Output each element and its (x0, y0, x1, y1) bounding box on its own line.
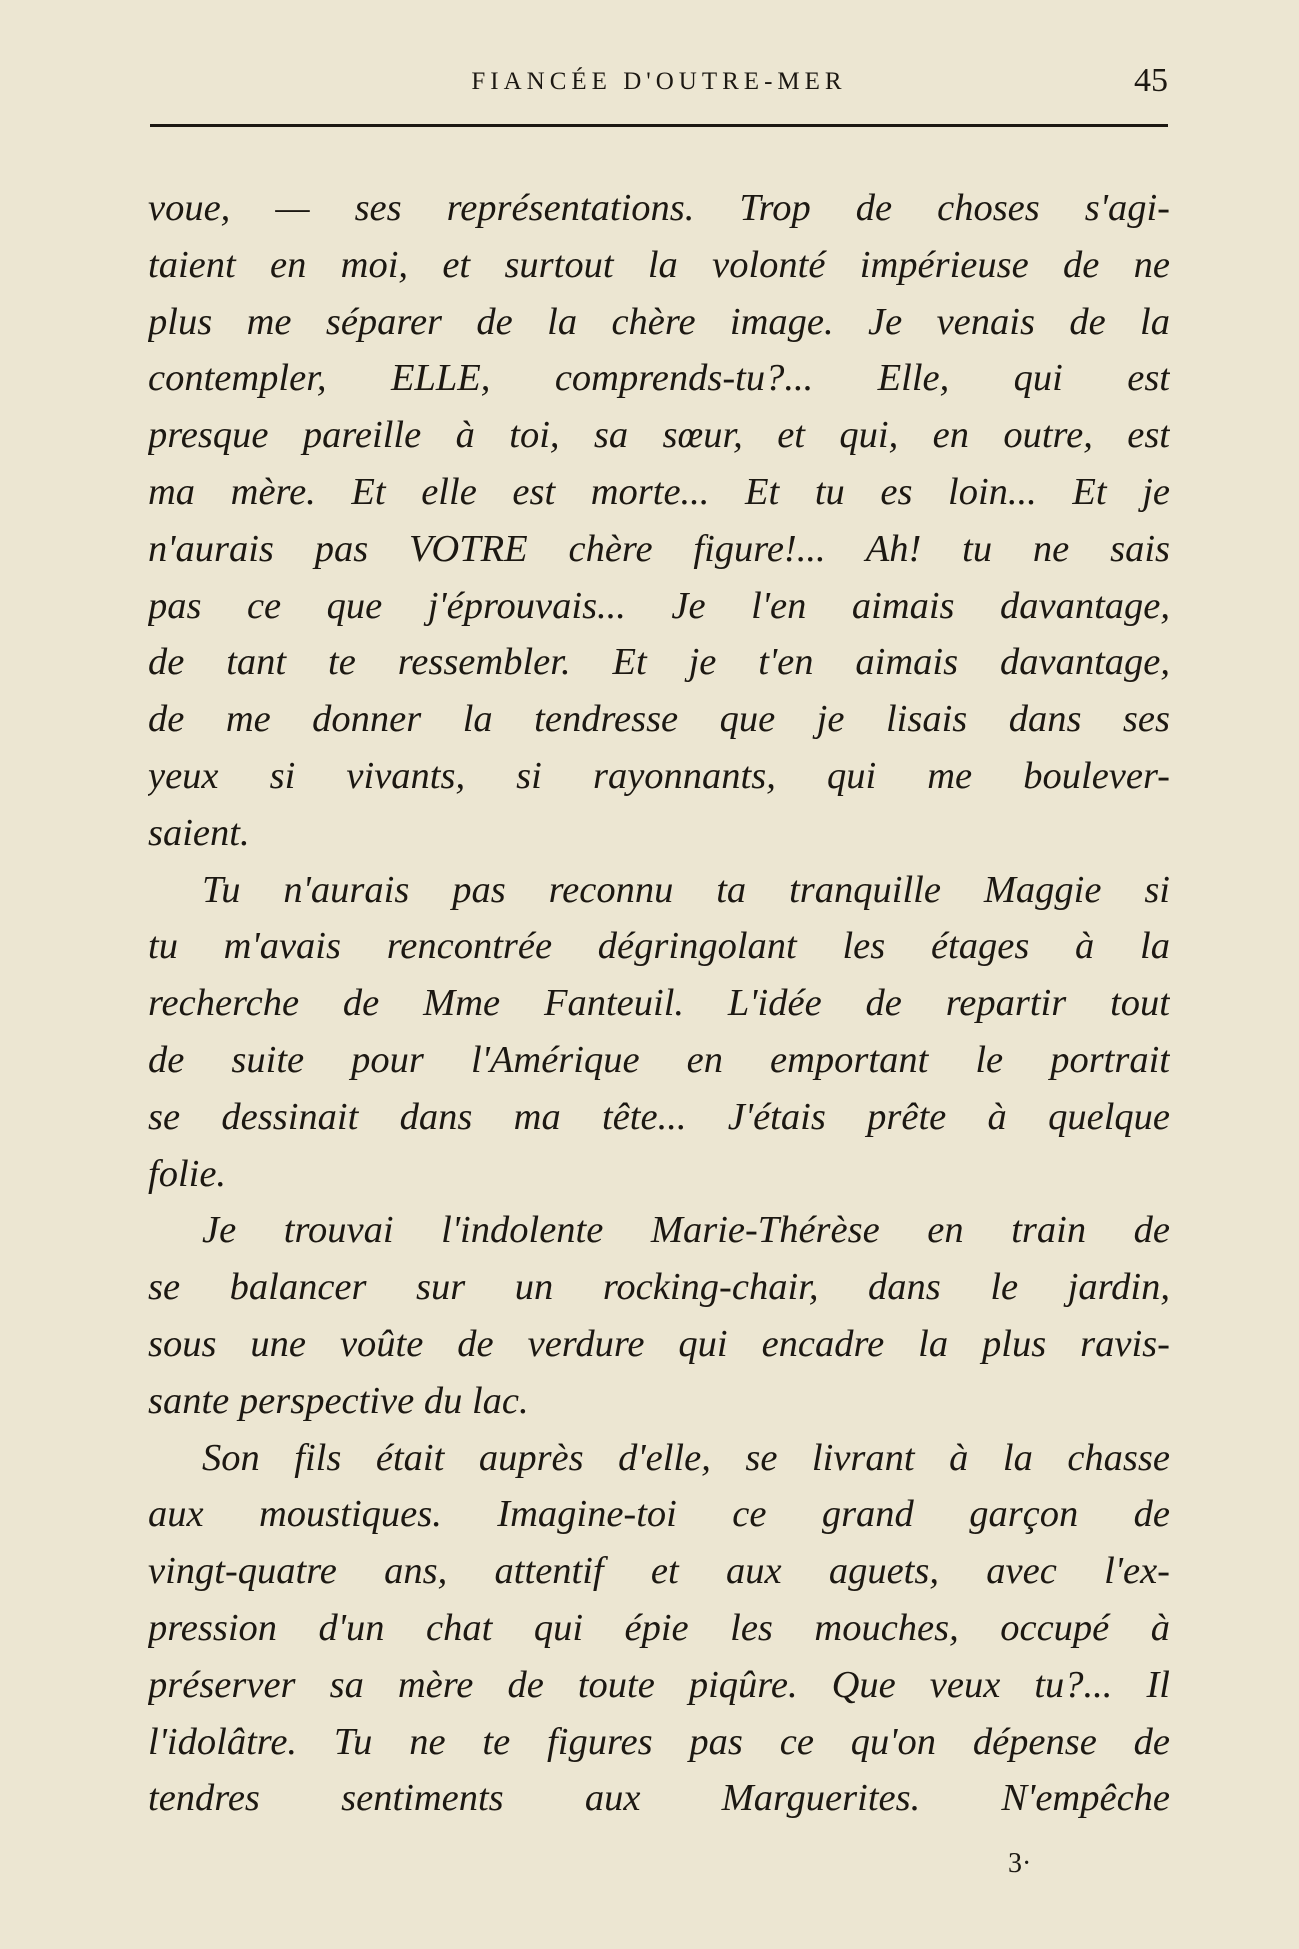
text-line: recherche de Mme Fanteuil. L'idée de repartir tout (148, 982, 1170, 1025)
text-line: préserver sa mère de toute piqûre. Que veux tu?... Il (148, 1663, 1170, 1706)
text-line: taient en moi, et surtout la volonté impérieuse de ne (148, 243, 1170, 286)
text-line: l'idolâtre. Tu ne te figures pas ce qu'on dépense de (148, 1720, 1170, 1763)
running-head (150, 62, 1168, 102)
header-rule (150, 124, 1168, 127)
text-line: tu m'avais rencontrée dégringolant les étages à la (148, 925, 1170, 968)
text-line: tendres sentiments aux Marguerites. N'empêche (148, 1777, 1170, 1820)
text-line: ma mère. Et elle est morte... Et tu es loin... Et je (148, 470, 1170, 513)
text-line: se dessinait dans ma tête... J'étais prête à quelque (148, 1095, 1170, 1138)
text-line: de tant te ressembler. Et je t'en aimais davantage, (148, 641, 1170, 684)
running-title: FIANCÉE D'OUTRE-MER (471, 68, 847, 95)
text-line: presque pareille à toi, sa sœur, et qui, en outre, est (148, 414, 1170, 457)
text-line: de suite pour l'Amérique en emportant le portrait (148, 1038, 1170, 1081)
text-line: pas ce que j'éprouvais... Je l'en aimais davantage, (148, 584, 1170, 627)
text-line: sous une voûte de verdure qui encadre la plus ravis- (148, 1322, 1170, 1365)
signature-mark: 3· (1008, 1848, 1032, 1879)
body-text (148, 180, 1170, 1827)
text-line: folie. (148, 1152, 227, 1195)
text-line: de me donner la tendresse que je lisais dans ses (148, 698, 1170, 741)
text-line: sante perspective du lac. (148, 1379, 529, 1422)
text-line: vingt-quatre ans, attentif et aux aguets, avec l'ex- (148, 1550, 1170, 1593)
text-line: n'aurais pas VOTRE chère figure!... Ah! tu ne sais (148, 527, 1170, 570)
text-line: se balancer sur un rocking-chair, dans le jardin, (148, 1266, 1170, 1309)
text-line: voue, — ses représentations. Trop de choses s'agi- (148, 187, 1170, 229)
text-line: plus me séparer de la chère image. Je venais de la (148, 300, 1170, 343)
page-number: 45 (1134, 62, 1168, 99)
text-line: Son fils était auprès d'elle, se livrant à la chasse (202, 1436, 1170, 1479)
text-line: Je trouvai l'indolente Marie-Thérèse en train de (202, 1209, 1170, 1252)
text-line: saient. (148, 811, 250, 854)
text-line: pression d'un chat qui épie les mouches, occupé à (148, 1606, 1170, 1649)
text-line: Tu n'aurais pas reconnu ta tranquille Maggie si (202, 868, 1170, 911)
text-line: yeux si vivants, si rayonnants, qui me boulever- (148, 754, 1170, 797)
text-line: aux moustiques. Imagine-toi ce grand garçon de (148, 1493, 1170, 1536)
text-line: contempler, ELLE, comprends-tu?... Elle, qui est (148, 357, 1170, 400)
